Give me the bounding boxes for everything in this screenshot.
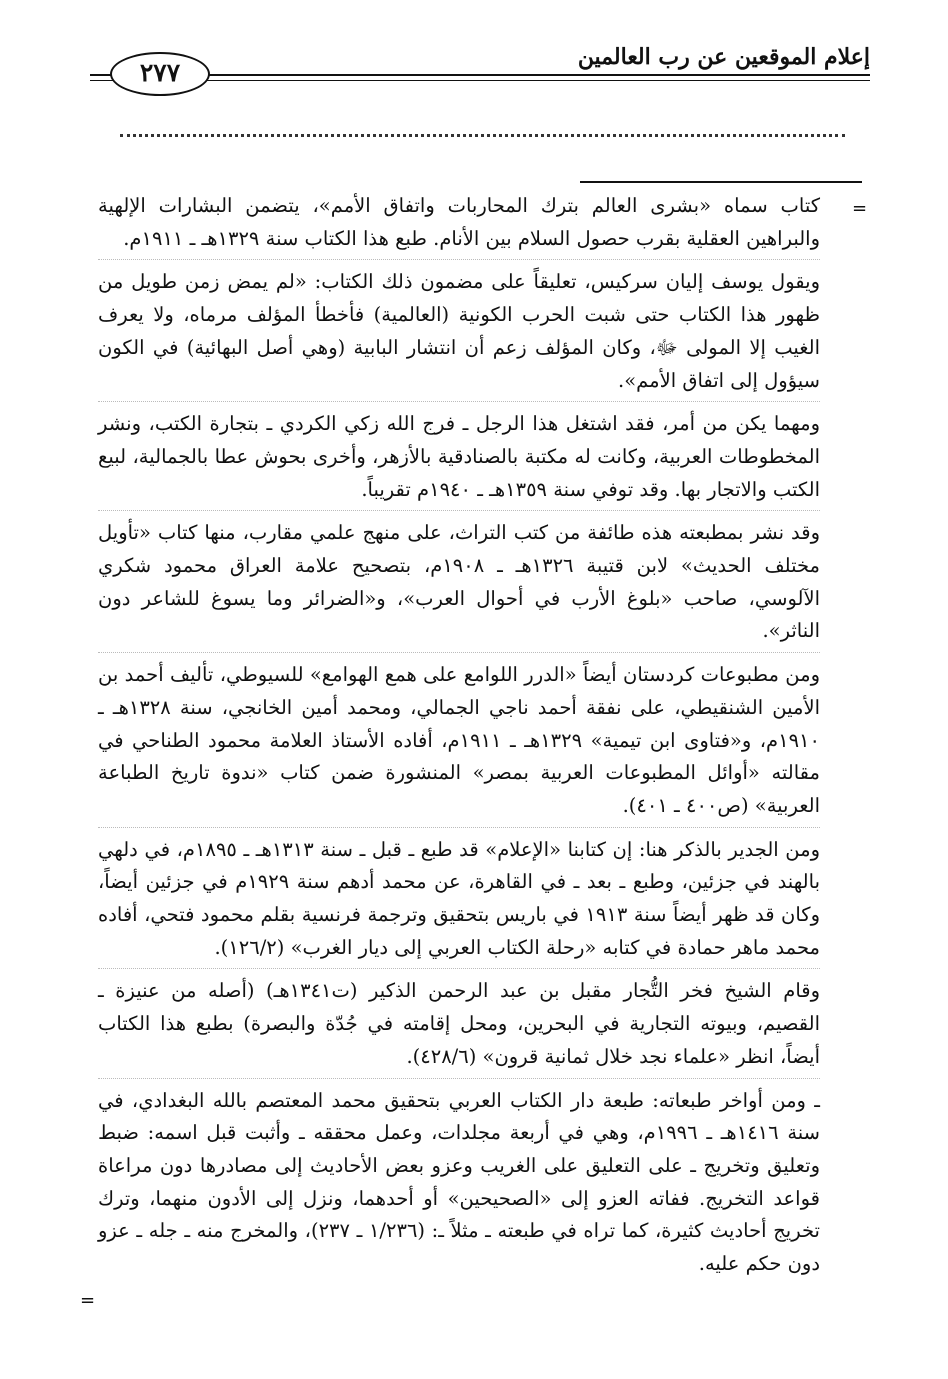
footnote-paragraph: وقام الشيخ فخر التُّجار مقبل بن عبد الرحمن الذكير (ت١٣٤١هـ) (أصله من عنيزة ـ القصيم، وبيوته التجارية في البحرين، ومحل إقامته في جُدّة والبصرة) بطبع هذا الكتاب أيضاً، انظر «علماء نجد خلال ثمانية قرون» (٤٢٨/٦). [98,975,820,1078]
running-header [90,34,870,94]
dotted-separator [120,134,845,137]
footnote-paragraph: كتاب سماه «بشرى العالم بترك المحاربات واتفاق الأمم»، يتضمن البشارات الإلهية والبراهين العقلية بقرب حصول السلام بين الأنام. طبع هذا الكتاب سنة ١٣٢٩هـ ـ ١٩١١م. [98,190,820,260]
footnote-paragraph: ومن الجدير بالذكر هنا: إن كتابنا «الإعلام» قد طبع ـ قبل ـ سنة ١٣١٣هـ ـ ١٨٩٥م، في دلهي بالهند في جزئين، وطبع ـ بعد ـ في القاهرة، عن محمد أدهم سنة ١٩٢٩م في جزئين أيضاً، وكان قد ظهر أيضاً سنة ١٩١٣ في باريس بتحقيق وترجمة فرنسية بقلم محمود فتحي، أفاده محمد ماهر حمادة في كتابه «رحلة الكتاب العربي إلى ديار الغرب» (١٢٦/٢). [98,834,820,970]
continuation-mark-bottom: = [80,1290,96,1311]
footnote-body [98,190,820,1291]
footnote-paragraph: ومهما يكن من أمر، فقد اشتغل هذا الرجل ـ فرج الله زكي الكردي ـ بتجارة الكتب، ونشر المخطوطات العربية، وكانت له مكتبة بالصنادقية بالأزهر، وأخرى بحوش عطا بالجمالية، لبيع الكتب والاتجار بها. وقد توفي سنة ١٣٥٩هـ ـ ١٩٤٠م تقريباً. [98,408,820,511]
footnote-paragraph: ويقول يوسف إليان سركيس، تعليقاً على مضمون ذلك الكتاب: «لم يمض زمن طويل من ظهور هذا الكتاب حتى شبت الحرب الكونية (العالمية) فأخطأ المؤلف مرماه، ولا يعرف الغيب إلا المولى ﷻ، وكان المؤلف زعم أن انتشار البابية (وهي أصل البهائية) في الكون سيؤول إلى اتفاق الأمم». [98,266,820,402]
book-title: إعلام الموقعين عن رب العالمين [577,44,870,70]
footnote-paragraph: وقد نشر بمطبعته هذه طائفة من كتب التراث، على منهج علمي مقارب، منها كتاب «تأويل مختلف الحديث» لابن قتيبة ١٣٢٦هـ ـ ١٩٠٨م، بتصحيح علامة العراق محمود شكري الآلوسي، صاحب «بلوغ الأرب في أحوال العرب»، و«الضرائر وما يسوغ للشاعر دون الناثر». [98,517,820,653]
footnote-paragraph: ومن مطبوعات كردستان أيضاً «الدرر اللوامع على همع الهوامع» للسيوطي، تأليف أحمد بن الأمين الشنقيطي، على نفقة أحمد ناجي الجمالي، ومحمد أمين الخانجي، سنة ١٣٢٨هـ ـ ١٩١٠م، و«فتاوى ابن تيمية» ١٣٢٩هـ ـ ١٩١١م، أفاده الأستاذ العلامة محمود الطناحي في مقالته «أوائل المطبوعات العربية بمصر» المنشورة ضمن كتاب «ندوة تاريخ الطباعة العربية» (ص٤٠٠ ـ ٤٠١). [98,659,820,828]
page-number: ٢٧٧ [110,52,210,96]
footnote-paragraph: ـ ومن أواخر طبعاته: طبعة دار الكتاب العربي بتحقيق محمد المعتصم بالله البغدادي، في سنة ١٤١٦هـ ـ ١٩٩٦م، وهي في أربعة مجلدات، وعمل محققه ـ وأثبت قبل اسمه: ضبط وتعليق وتخريج ـ على التعليق على الغريب وعزو بعض الأحاديث إلى مصادرها دون مراعاة قواعد التخريج. ففاته العزو إلى «الصحيحين» أو أحدهما، ونزل إلى الأدون منهما، وترك تخريج أحاديث كثيرة، كما تراه في طبعته ـ مثلاً ـ: (١/٢٣٦ ـ ٢٣٧)، والمخرج منه ـ جله ـ عزو دون حكم عليه. [98,1088,820,1276]
footnote-rule [580,181,862,183]
continuation-mark-top: = [852,198,868,219]
